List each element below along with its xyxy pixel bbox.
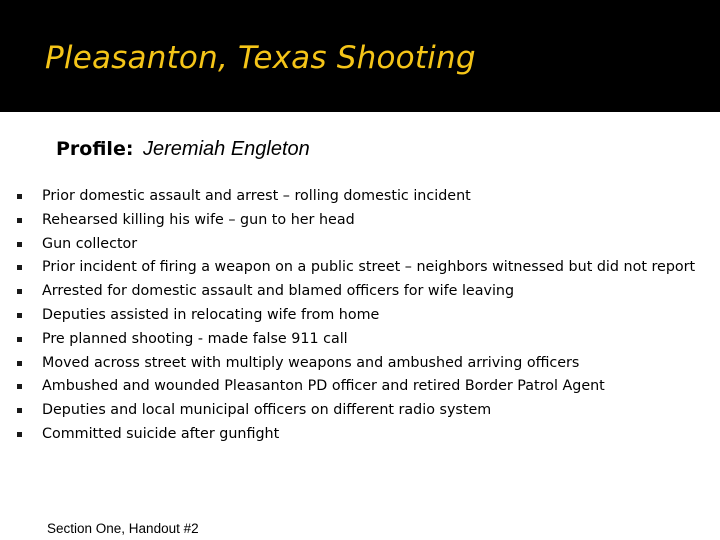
square-bullet-icon	[17, 384, 22, 389]
bullet-item	[0, 423, 700, 447]
bullet-item	[0, 256, 700, 280]
bullet-item	[0, 280, 700, 304]
slide-title: Pleasanton, Texas Shooting	[45, 40, 476, 76]
square-bullet-icon	[17, 265, 22, 270]
bullet-text: Deputies assisted in relocating wife from home	[42, 306, 380, 323]
bullet-item	[0, 352, 700, 376]
bullet-text: Ambushed and wounded Pleasanton PD officer and retired Border Patrol Agent	[42, 378, 605, 395]
square-bullet-icon	[17, 194, 22, 199]
square-bullet-icon	[17, 289, 22, 294]
bullet-text: Prior incident of firing a weapon on a public street – neighbors witnessed but did not report	[42, 259, 696, 276]
profile-name: Jeremiah Engleton	[143, 138, 310, 160]
profile-label: Profile:	[56, 138, 134, 160]
square-bullet-icon	[17, 242, 22, 247]
square-bullet-icon	[17, 218, 22, 223]
square-bullet-icon	[17, 432, 22, 437]
bullet-text: Arrested for domestic assault and blamed officers for wife leaving	[42, 283, 515, 300]
bullet-text: Moved across street with multiply weapons and ambushed arriving officers	[42, 354, 580, 371]
bullet-item	[0, 328, 700, 352]
profile-heading	[56, 138, 310, 161]
bullet-item	[0, 304, 700, 328]
bullet-text: Prior domestic assault and arrest – rolling domestic incident	[42, 188, 471, 204]
square-bullet-icon	[17, 313, 22, 318]
bullet-text: Rehearsed killing his wife – gun to her head	[42, 211, 355, 228]
bullet-list	[0, 185, 700, 447]
bullet-text: Pre planned shooting - made false 911 call	[42, 330, 348, 347]
bullet-item	[0, 209, 700, 233]
bullet-item	[0, 185, 700, 209]
bullet-text: Deputies and local municipal officers on different radio system	[42, 402, 492, 419]
bullet-item	[0, 233, 700, 257]
square-bullet-icon	[17, 408, 22, 413]
square-bullet-icon	[17, 361, 22, 366]
title-bar	[0, 0, 720, 112]
bullet-text: Gun collector	[42, 235, 138, 252]
bullet-text: Committed suicide after gunfight	[42, 425, 280, 442]
bullet-item	[0, 399, 700, 423]
square-bullet-icon	[17, 337, 22, 342]
footer-note: Section One, Handout #2	[47, 521, 199, 536]
bullet-item	[0, 375, 700, 399]
